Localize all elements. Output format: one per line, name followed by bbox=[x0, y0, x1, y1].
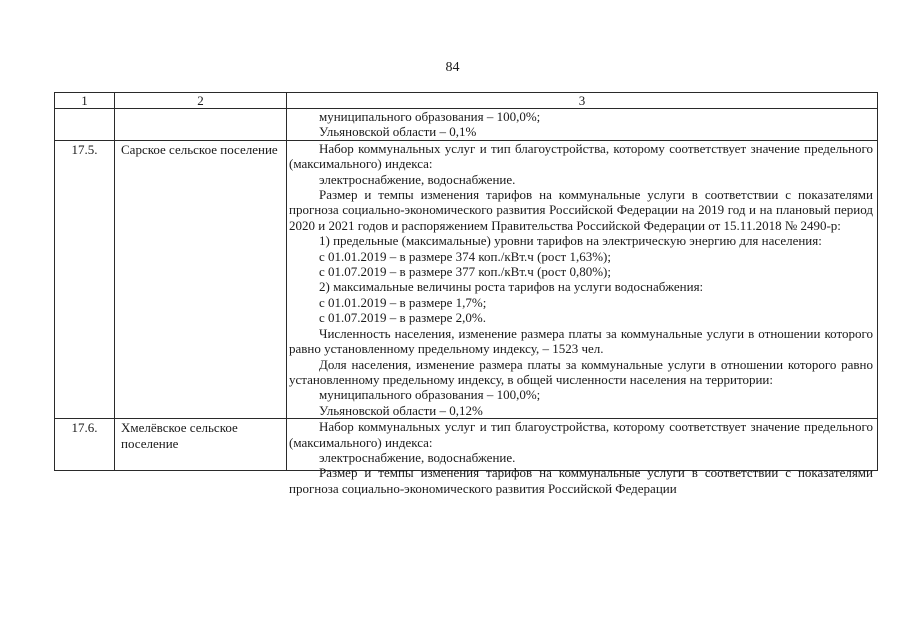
description-paragraph: Численность населения, изменение размера платы за коммунальные услуги в отношении которого равно установленному предельному индексу, – 1523 чел. bbox=[289, 325, 873, 357]
description-line: с 01.01.2019 – в размере 1,7%; bbox=[319, 294, 487, 310]
settlement-name-cell: Хмелёвское сельское поселение bbox=[115, 419, 287, 471]
settlement-name-cell: Сарское сельское поселение bbox=[115, 140, 287, 418]
table-row-17-6 bbox=[55, 419, 878, 471]
description-line: муниципального образования – 100,0%; bbox=[319, 387, 541, 403]
description-clip bbox=[289, 419, 873, 496]
description-line: с 01.07.2019 – в размере 377 коп./кВт.ч (рост 0,80%); bbox=[319, 264, 611, 280]
description-cell bbox=[287, 109, 878, 141]
description-paragraph: Набор коммунальных услуг и тип благоустройства, которому соответствует значение предельного (максимального) индекса: bbox=[289, 419, 873, 450]
description-line: с 01.01.2019 – в размере 374 коп./кВт.ч (рост 1,63%); bbox=[319, 248, 611, 264]
description-line: муниципального образования – 100,0%; bbox=[319, 109, 541, 124]
description-line: электроснабжение, водоснабжение. bbox=[319, 171, 516, 187]
row-number-cell: 17.5. bbox=[55, 140, 115, 418]
description-paragraph: Размер и темпы изменения тарифов на коммунальные услуги в соответствии с показателями прогноза социально-экономического развития Российской Федерации bbox=[289, 465, 873, 496]
page-number: 84 bbox=[445, 60, 460, 75]
description-line: с 01.07.2019 – в размере 2,0%. bbox=[319, 310, 486, 326]
column-header-description: 3 bbox=[287, 93, 878, 109]
description-line: Ульяновской области – 0,1% bbox=[319, 124, 477, 140]
description-line: электроснабжение, водоснабжение. bbox=[319, 449, 516, 465]
settlement-name-cell bbox=[115, 109, 287, 141]
description-paragraph: Размер и темпы изменения тарифов на коммунальные услуги в соответствии с показателями прогноза социально-экономического развития Российской Федерации на 2019 год и на плановый период 2020 и 2021 годов и распоряжением Правительства Российской Федерации от 15.11.2018 № 2490-р: bbox=[289, 187, 873, 233]
tariff-table bbox=[54, 92, 878, 496]
description-line: 2) максимальные величины роста тарифов на услуги водоснабжения: bbox=[319, 279, 704, 295]
column-header-name: 2 bbox=[115, 93, 287, 109]
table-header-row bbox=[55, 93, 878, 109]
row-number-cell: 17.6. bbox=[55, 419, 115, 471]
description-line: Ульяновской области – 0,12% bbox=[319, 402, 483, 418]
row-number-cell bbox=[55, 109, 115, 141]
column-header-number: 1 bbox=[55, 93, 115, 109]
table-row-continuation bbox=[55, 109, 878, 141]
description-paragraph: Доля населения, изменение размера платы за коммунальные услуги в отношении которого равно установленному предельному индексу, в общей численности населения на территории: bbox=[289, 356, 873, 387]
description-cell bbox=[287, 419, 878, 496]
description-cell bbox=[287, 140, 878, 418]
description-paragraph: Набор коммунальных услуг и тип благоустройства, которому соответствует значение предельного (максимального) индекса: bbox=[289, 140, 873, 172]
description-paragraph: 1) предельные (максимальные) уровни тарифов на электрическую энергию для населения: bbox=[319, 233, 822, 249]
table-row-17-5 bbox=[55, 140, 878, 418]
